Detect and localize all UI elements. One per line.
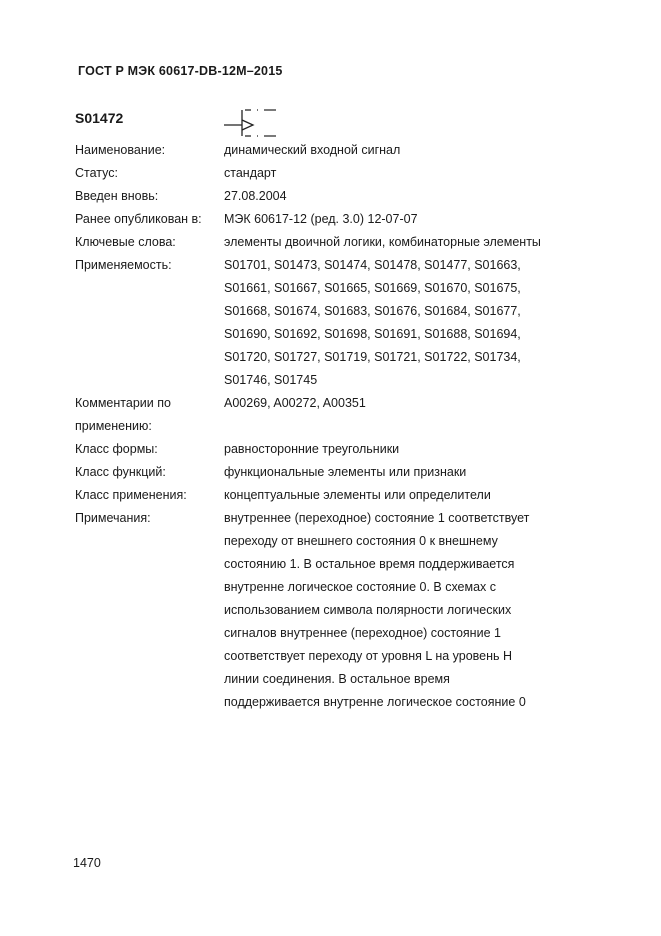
field-value-line: S01720, S01727, S01719, S01721, S01722, S01734, xyxy=(224,350,521,364)
field-label xyxy=(75,185,220,208)
field-label xyxy=(75,254,220,277)
field-label-line: Статус: xyxy=(75,166,118,180)
field-value-line: S01701, S01473, S01474, S01478, S01477, S01663, xyxy=(224,258,521,272)
field-value xyxy=(224,438,574,461)
field-value xyxy=(224,392,574,415)
field-label-line: Комментарии по xyxy=(75,396,171,410)
field-label xyxy=(75,208,220,231)
field-label-line: применению: xyxy=(75,419,152,433)
symbol-code: S01472 xyxy=(75,110,124,126)
field-value xyxy=(224,461,574,484)
field-value xyxy=(224,208,574,231)
field-value-line: S01746, S01745 xyxy=(224,373,318,387)
field-value xyxy=(224,162,574,185)
page-number: 1470 xyxy=(73,856,101,870)
field-value-line: переходу от внешнего состояния 0 к внешнему xyxy=(224,534,498,548)
field-value xyxy=(224,139,574,162)
field-value-line: элементы двоичной логики, комбинаторные элементы xyxy=(224,235,541,249)
field-label-line: Наименование: xyxy=(75,143,166,157)
field-label-line: Ключевые слова: xyxy=(75,235,176,249)
field-value-line: использованием символа полярности логических xyxy=(224,603,512,617)
field-value xyxy=(224,231,574,254)
field-label xyxy=(75,484,220,507)
field-value-line: соответствует переходу от уровня L на уровень H xyxy=(224,649,513,663)
field-label xyxy=(75,461,220,484)
dynamic-input-symbol-icon xyxy=(224,106,280,140)
field-label xyxy=(75,392,220,438)
field-label xyxy=(75,162,220,185)
field-label-line: Класс формы: xyxy=(75,442,158,456)
field-value-line: линии соединения. В остальное время xyxy=(224,672,450,686)
field-value-line: стандарт xyxy=(224,166,277,180)
field-value-line: МЭК 60617-12 (ред. 3.0) 12-07-07 xyxy=(224,212,418,226)
field-label xyxy=(75,438,220,461)
field-value-line: концептуальные элементы или определители xyxy=(224,488,491,502)
field-value-line: внутреннее (переходное) состояние 1 соответствует xyxy=(224,511,530,525)
field-value-line: функциональные элементы или признаки xyxy=(224,465,467,479)
field-label-line: Класс функций: xyxy=(75,465,166,479)
field-value-line: внутренне логическое состояние 0. В схемах с xyxy=(224,580,497,594)
field-value-line: S01661, S01667, S01665, S01669, S01670, S01675, xyxy=(224,281,521,295)
field-value-line: поддерживается внутренне логическое состояние 0 xyxy=(224,695,526,709)
field-label-line: Примечания: xyxy=(75,511,151,525)
field-value-line: S01690, S01692, S01698, S01691, S01688, S01694, xyxy=(224,327,521,341)
document-header: ГОСТ Р МЭК 60617-DB-12M–2015 xyxy=(78,64,283,78)
field-label xyxy=(75,231,220,254)
field-label xyxy=(75,507,220,530)
field-value-line: 27.08.2004 xyxy=(224,189,287,203)
field-value-line: равносторонние треугольники xyxy=(224,442,400,456)
field-value-line: S01668, S01674, S01683, S01676, S01684, S01677, xyxy=(224,304,521,318)
field-label-line: Ранее опубликован в: xyxy=(75,212,202,226)
field-value-line: сигналов внутреннее (переходное) состояние 1 xyxy=(224,626,501,640)
field-label-line: Класс применения: xyxy=(75,488,187,502)
field-label xyxy=(75,139,220,162)
field-value-line: динамический входной сигнал xyxy=(224,143,401,157)
field-value-line: состоянию 1. В остальное время поддерживается xyxy=(224,557,515,571)
field-value xyxy=(224,254,574,392)
field-value xyxy=(224,507,574,714)
field-value-line: A00269, A00272, A00351 xyxy=(224,396,366,410)
field-label-line: Применяемость: xyxy=(75,258,172,272)
field-value xyxy=(224,185,574,208)
field-value xyxy=(224,484,574,507)
field-label-line: Введен вновь: xyxy=(75,189,159,203)
